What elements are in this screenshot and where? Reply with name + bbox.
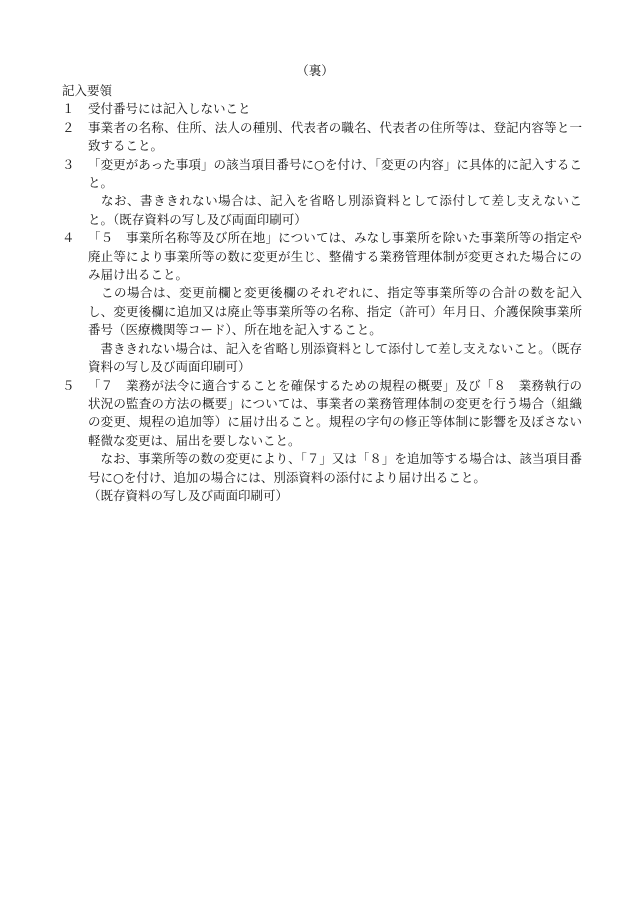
instruction-item-3 bbox=[62, 156, 582, 230]
item-paragraph: 書ききれない場合は、記入を省略し別添資料として添付して差し支えないこと。（既存資料の写し及び両面印刷可） bbox=[88, 340, 582, 375]
item-paragraph: 「７ 業務が法令に適合することを確保するための規程の概要」及び「８ 業務執行の状況の監査の方法の概要」については、事業者の業務管理体制の変更を行う場合（組織の変更、規程の追加等）に届け出ること。規程の字句の修正等体制に影響を及ぼさない軽微な変更は、届出を要しないこと。 bbox=[88, 377, 582, 448]
item-number: ４ bbox=[62, 230, 75, 246]
item-body bbox=[88, 229, 582, 376]
item-paragraph: なお、書ききれない場合は、記入を省略し別添資料として添付して差し支えないこと。（既存資料の写し及び両面印刷可） bbox=[88, 193, 582, 227]
item-number: ３ bbox=[62, 156, 75, 172]
item-body bbox=[88, 100, 582, 118]
item-number: ２ bbox=[62, 119, 75, 135]
item-paragraph: 受付番号には記入しないこと bbox=[88, 101, 251, 117]
instruction-item-1 bbox=[62, 100, 582, 118]
page-side-label: （裏） bbox=[296, 63, 334, 78]
item-number: １ bbox=[62, 101, 75, 117]
item-paragraph: 「５ 事業所名称等及び所在地」については、みなし事業所を除いた事業所等の指定や廃止等により事業所等の数に変更が生じ、整備する業務管理体制が変更された場合にのみ届け出ること。 bbox=[88, 230, 582, 283]
item-paragraph: この場合は、変更前欄と変更後欄のそれぞれに、指定等事業所等の合計の数を記入し、変更後欄に追加又は廃止等事業所等の名称、指定（許可）年月日、介護保険事業所番号（医療機関等コード）、所在地を記入すること。 bbox=[88, 285, 582, 338]
item-body bbox=[88, 377, 582, 506]
instruction-item-5 bbox=[62, 377, 582, 506]
item-paragraph: （既存資料の写し及び両面印刷可） bbox=[88, 487, 289, 503]
instructions-heading: 記入要領 bbox=[62, 83, 113, 98]
instructions-section bbox=[62, 82, 582, 505]
item-paragraph: 事業者の名称、住所、法人の種別、代表者の職名、代表者の住所等は、登記内容等と一致すること。 bbox=[88, 119, 582, 154]
item-number: ５ bbox=[62, 377, 75, 393]
item-body bbox=[88, 156, 582, 230]
item-body bbox=[88, 119, 582, 156]
item-paragraph: なお、事業所等の数の変更により、「７」又は「８」を追加等する場合は、該当項目番号に○を付け、追加の場合には、別添資料の添付により届け出ること。 bbox=[88, 451, 582, 485]
item-paragraph: 「変更があった事項」の該当項目番号に○を付け、「変更の内容」に具体的に記入すること。 bbox=[88, 156, 582, 191]
instruction-item-2 bbox=[62, 119, 582, 156]
instruction-item-4 bbox=[62, 229, 582, 376]
